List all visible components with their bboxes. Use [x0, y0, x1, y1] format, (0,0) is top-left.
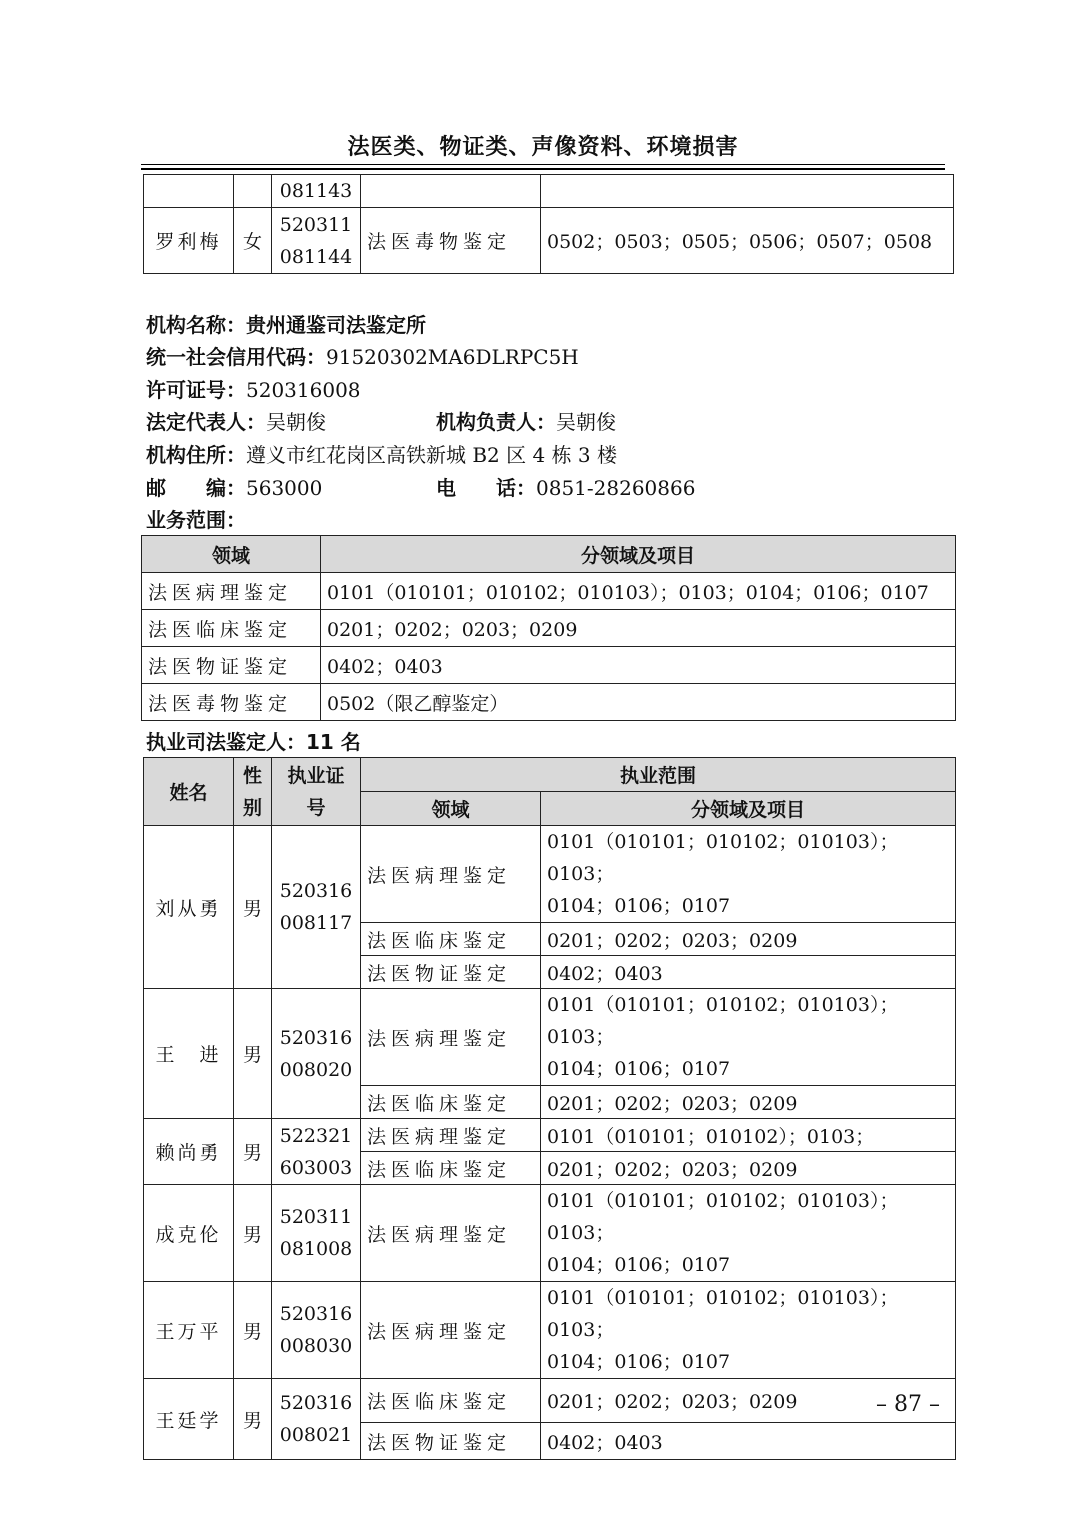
gender-cell: 男 — [234, 1185, 272, 1282]
scope-table — [141, 535, 956, 721]
table-header-row — [142, 536, 956, 573]
field-cell: 法医病理鉴定 — [361, 989, 541, 1086]
header-gender: 性别 — [234, 758, 272, 826]
table-row — [144, 175, 954, 208]
gender-cell: 男 — [234, 1379, 272, 1460]
header-scope: 执业范围 — [361, 758, 956, 792]
items-cell: 0201；0202；0203；0209 — [541, 1379, 956, 1423]
header-license: 执业证号 — [272, 758, 361, 826]
name-cell: 王 进 — [144, 989, 234, 1119]
field-cell: 法医物证鉴定 — [142, 647, 321, 684]
table-row — [144, 826, 956, 923]
license-cell: 520311 081144 — [272, 208, 361, 274]
items-cell: 0402；0403 — [321, 647, 956, 684]
credit-code: 91520302MA6DLRPC5H — [326, 345, 579, 369]
scope-label-line — [146, 504, 246, 536]
items-cell: 0201；0202；0203；0209 — [541, 923, 956, 956]
gender-cell: 男 — [234, 826, 272, 989]
table-row — [144, 1119, 956, 1152]
label: 统一社会信用代码： — [146, 345, 326, 369]
address-line — [146, 439, 617, 471]
header-rule-thick — [141, 168, 945, 170]
gender-cell: 女 — [234, 208, 272, 274]
field-cell: 法医物证鉴定 — [361, 956, 541, 989]
table-row — [144, 1379, 956, 1423]
gender-cell: 男 — [234, 1119, 272, 1185]
gender-cell — [234, 175, 272, 208]
field-cell: 法医临床鉴定 — [361, 923, 541, 956]
legal-rep: 吴朝俊 — [266, 410, 326, 434]
field-cell: 法医临床鉴定 — [361, 1379, 541, 1423]
practitioners-title: 执业司法鉴定人：11 名 — [146, 730, 361, 754]
license-cell: 520316 008030 — [272, 1282, 361, 1379]
header-items: 分领域及项目 — [541, 792, 956, 826]
label: 电 话： — [436, 476, 536, 500]
items-cell: 0502（限乙醇鉴定） — [321, 684, 956, 721]
field-cell: 法医毒物鉴定 — [142, 684, 321, 721]
field-cell: 法医病理鉴定 — [142, 573, 321, 610]
items-cell: 0502；0503；0505；0506；0507；0508 — [541, 208, 954, 274]
header-items: 分领域及项目 — [321, 536, 956, 573]
name-cell: 成克伦 — [144, 1185, 234, 1282]
items-cell: 0402；0403 — [541, 1423, 956, 1460]
credit-code-line — [146, 341, 579, 373]
phone-line — [436, 472, 695, 504]
items-cell: 0101（010101；010102；010103）；0103； 0104；0106；0107 — [541, 1282, 956, 1379]
head: 吴朝俊 — [556, 410, 616, 434]
permit-line — [146, 374, 361, 406]
license-cell: 520311 081008 — [272, 1185, 361, 1282]
table-row — [142, 684, 956, 721]
field-cell: 法医病理鉴定 — [361, 1119, 541, 1152]
license-cell: 520316 008117 — [272, 826, 361, 989]
license-cell: 520316 008020 — [272, 989, 361, 1119]
phone: 0851-28260866 — [536, 476, 696, 500]
field-cell: 法医临床鉴定 — [361, 1086, 541, 1119]
name-cell — [144, 175, 234, 208]
postcode-line — [146, 472, 322, 504]
address: 遵义市红花岗区高铁新城 B2 区 4 栋 3 楼 — [246, 443, 618, 467]
gender-cell: 男 — [234, 989, 272, 1119]
field-cell: 法医临床鉴定 — [142, 610, 321, 647]
items-cell: 0101（010101；010102；010103）；0103；0104；0106；0107 — [321, 573, 956, 610]
header-rule — [141, 164, 945, 165]
items-cell: 0101（010101；010102；010103）；0103； 0104；0106；0107 — [541, 1185, 956, 1282]
items-cell: 0201；0202；0203；0209 — [541, 1086, 956, 1119]
license-cell: 520316 008021 — [272, 1379, 361, 1460]
table-header-row — [144, 758, 956, 792]
page-number: – 87 – — [876, 1392, 940, 1417]
table-row — [144, 989, 956, 1086]
items-cell: 0201；0202；0203；0209 — [541, 1152, 956, 1185]
permit-number: 520316008 — [246, 378, 361, 402]
license-cell: 522321 603003 — [272, 1119, 361, 1185]
label: 许可证号： — [146, 378, 246, 402]
header-field: 领域 — [361, 792, 541, 826]
label: 机构负责人： — [436, 410, 556, 434]
field-cell: 法医病理鉴定 — [361, 1185, 541, 1282]
items-cell: 0101（010101；010102）；0103； — [541, 1119, 956, 1152]
items-cell: 0101（010101；010102；010103）；0103； 0104；0106；0107 — [541, 989, 956, 1086]
label: 法定代表人： — [146, 410, 266, 434]
head-line — [436, 406, 616, 438]
field-cell: 法医病理鉴定 — [361, 826, 541, 923]
institution-name: 贵州通鉴司法鉴定所 — [246, 313, 426, 337]
table-row — [144, 1185, 956, 1282]
practitioners-title-line — [146, 726, 361, 758]
label: 机构名称： — [146, 313, 246, 337]
name-cell: 刘从勇 — [144, 826, 234, 989]
name-cell: 王廷学 — [144, 1379, 234, 1460]
field-cell — [361, 175, 541, 208]
items-cell — [541, 175, 954, 208]
table-row — [142, 573, 956, 610]
label: 机构住所： — [146, 443, 246, 467]
label: 邮 编： — [146, 476, 246, 500]
scope-label: 业务范围： — [146, 508, 246, 532]
license-cell: 081143 — [272, 175, 361, 208]
postcode: 563000 — [246, 476, 323, 500]
field-cell: 法医临床鉴定 — [361, 1152, 541, 1185]
field-cell: 法医物证鉴定 — [361, 1423, 541, 1460]
field-cell: 法医病理鉴定 — [361, 1282, 541, 1379]
continuation-table — [143, 174, 954, 274]
table-row — [144, 208, 954, 274]
items-cell: 0101（010101；010102；010103）；0103； 0104；0106；0107 — [541, 826, 956, 923]
table-row — [144, 1282, 956, 1379]
legal-rep-line — [146, 406, 326, 438]
table-row — [142, 647, 956, 684]
name-cell: 罗利梅 — [144, 208, 234, 274]
page-header-title: 法医类、物证类、声像资料、环境损害 — [347, 135, 739, 160]
name-cell: 赖尚勇 — [144, 1119, 234, 1185]
institution-name-line — [146, 309, 426, 341]
field-cell: 法医毒物鉴定 — [361, 208, 541, 274]
header-name: 姓名 — [144, 758, 234, 826]
name-cell: 王万平 — [144, 1282, 234, 1379]
gender-cell: 男 — [234, 1282, 272, 1379]
practitioners-table — [143, 757, 956, 1460]
header-field: 领域 — [142, 536, 321, 573]
items-cell: 0402；0403 — [541, 956, 956, 989]
table-row — [142, 610, 956, 647]
items-cell: 0201；0202；0203；0209 — [321, 610, 956, 647]
